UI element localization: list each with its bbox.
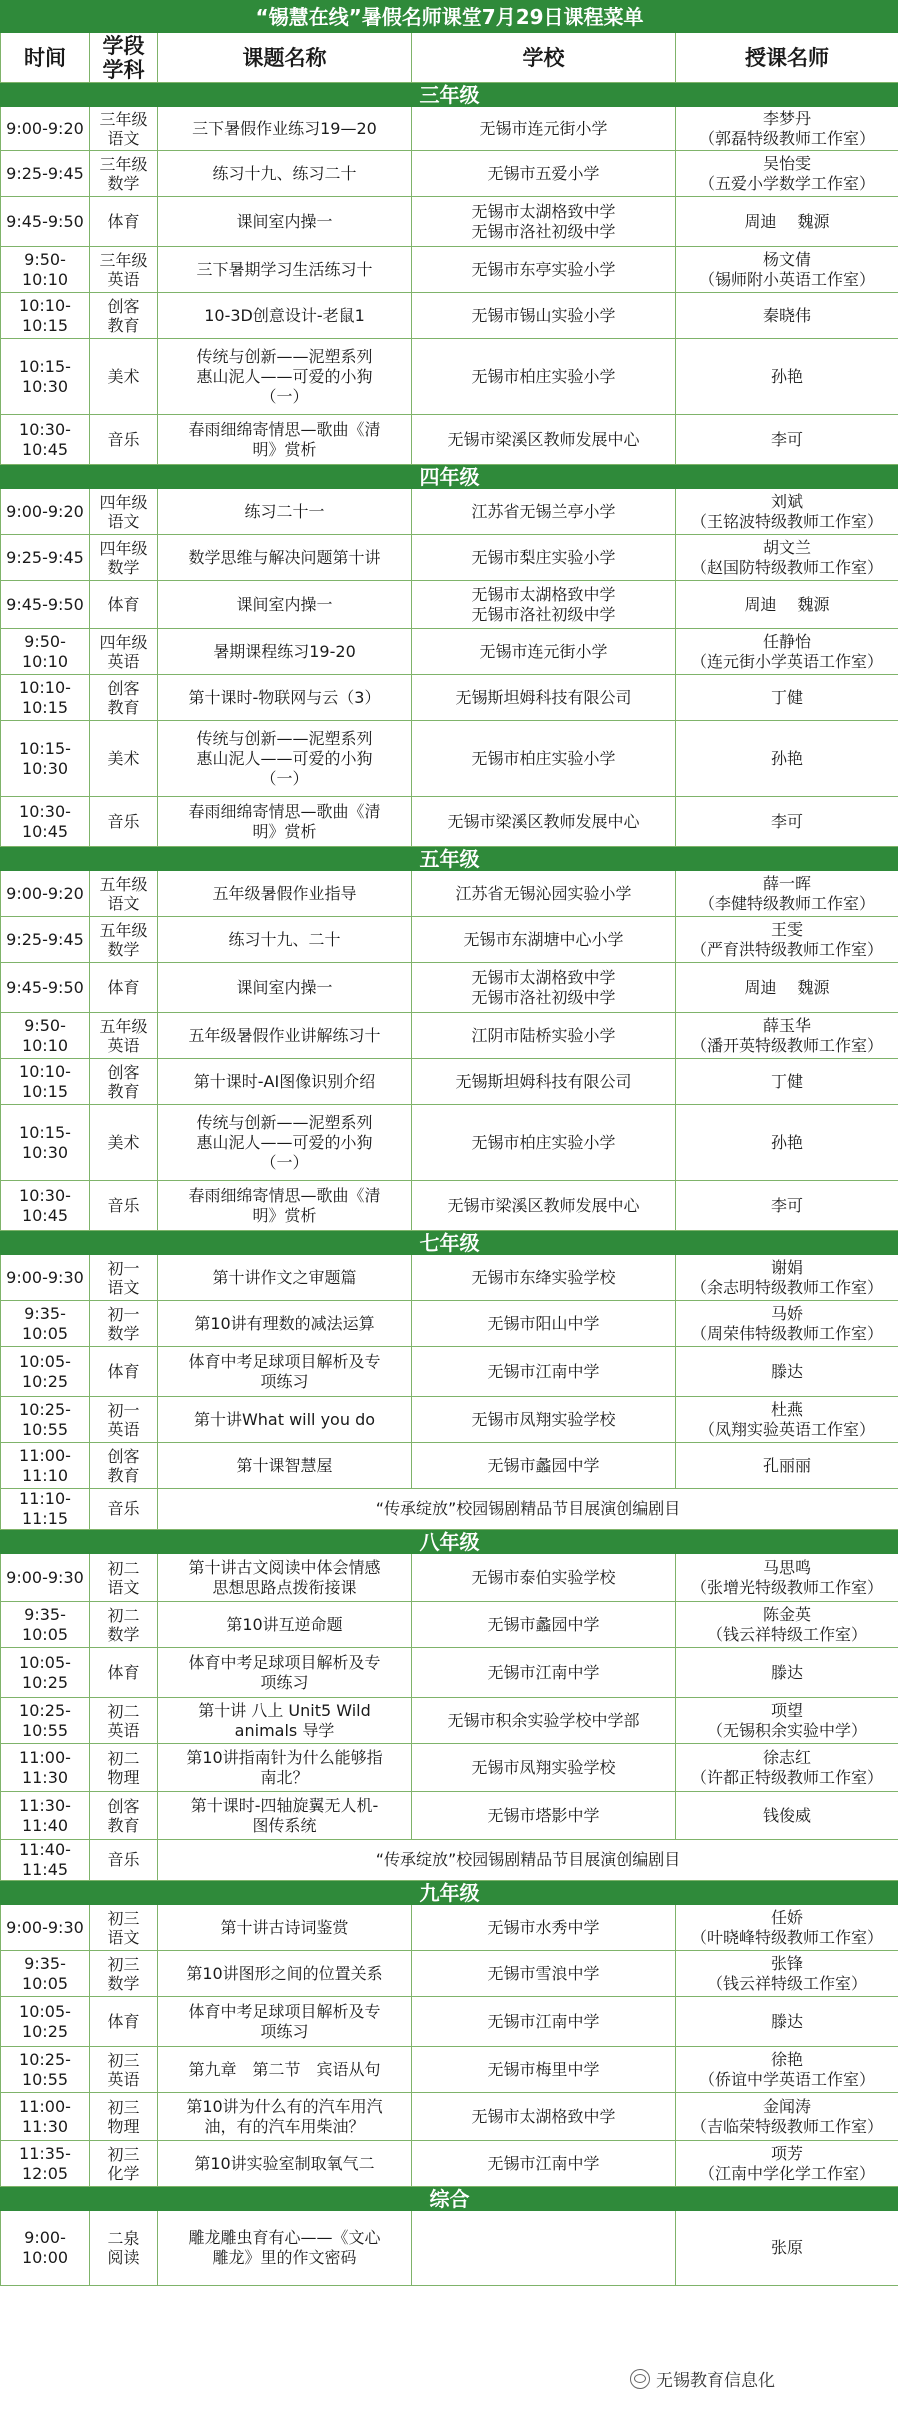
table-row xyxy=(1,1443,898,1489)
topic-cell: 第十课时-四轴旋翼无人机- 图传系统 xyxy=(158,1792,412,1840)
table-row xyxy=(1,1059,898,1105)
school-cell: 无锡市水秀中学 xyxy=(412,1905,676,1951)
table-row xyxy=(1,1181,898,1231)
subject-cell: 创客 教育 xyxy=(90,1059,158,1105)
school-cell: 江苏省无锡沁园实验小学 xyxy=(412,871,676,917)
time-cell: 11:00-11:30 xyxy=(1,2093,90,2141)
table-row xyxy=(1,1301,898,1347)
school-cell: 无锡市太湖格致中学 无锡市洛社初级中学 xyxy=(412,581,676,629)
section-title: 综合 xyxy=(1,2187,898,2211)
table-row xyxy=(1,871,898,917)
teacher-cell: 任娇 （叶晓峰特级教师工作室） xyxy=(676,1905,898,1951)
teacher-cell: 孙艳 xyxy=(676,721,898,797)
time-cell: 10:10-10:15 xyxy=(1,675,90,721)
school-cell: 无锡市东亭实验小学 xyxy=(412,247,676,293)
subject-cell: 四年级 语文 xyxy=(90,489,158,535)
teacher-cell: 马娇 （周荣伟特级教师工作室） xyxy=(676,1301,898,1347)
subject-cell: 四年级 数学 xyxy=(90,535,158,581)
topic-cell: 第10讲指南针为什么能够指 南北？ xyxy=(158,1744,412,1792)
topic-cell: 课间室内操一 xyxy=(158,197,412,247)
topic-cell: 传统与创新——泥塑系列 惠山泥人——可爱的小狗 （一） xyxy=(158,1105,412,1181)
topic-cell: 第十课时-物联网与云（3） xyxy=(158,675,412,721)
section-title: 五年级 xyxy=(1,847,898,871)
school-cell: 无锡市凤翔实验学校 xyxy=(412,1744,676,1792)
topic-cell: 春雨细绵寄情思—歌曲《清 明》赏析 xyxy=(158,415,412,465)
column-header: 授课名师 xyxy=(676,33,898,83)
time-cell: 9:50-10:10 xyxy=(1,247,90,293)
teacher-cell: 周迪 魏源 xyxy=(676,963,898,1013)
header-row xyxy=(1,33,898,83)
time-cell: 9:50-10:10 xyxy=(1,629,90,675)
subject-cell: 初二 语文 xyxy=(90,1554,158,1602)
subject-cell: 初二 数学 xyxy=(90,1602,158,1648)
table-row xyxy=(1,721,898,797)
teacher-cell: 胡文兰 （赵国防特级教师工作室） xyxy=(676,535,898,581)
school-cell: 无锡市凤翔实验学校 xyxy=(412,1397,676,1443)
school-cell: 无锡市太湖格致中学 xyxy=(412,2093,676,2141)
teacher-cell: 钱俊威 xyxy=(676,1792,898,1840)
subject-cell: 三年级 语文 xyxy=(90,107,158,151)
table-row xyxy=(1,1013,898,1059)
time-cell: 10:05-10:25 xyxy=(1,1648,90,1698)
table-row xyxy=(1,339,898,415)
time-cell: 10:10-10:15 xyxy=(1,293,90,339)
time-cell: 9:50-10:10 xyxy=(1,1013,90,1059)
table-row xyxy=(1,151,898,197)
time-cell: 10:15-10:30 xyxy=(1,339,90,415)
school-cell: 无锡市江南中学 xyxy=(412,1648,676,1698)
table-row xyxy=(1,2141,898,2187)
school-cell: 无锡斯坦姆科技有限公司 xyxy=(412,675,676,721)
time-cell: 10:25-10:55 xyxy=(1,1397,90,1443)
topic-cell: 数学思维与解决问题第十讲 xyxy=(158,535,412,581)
topic-cell: 第10讲有理数的减法运算 xyxy=(158,1301,412,1347)
table-row xyxy=(1,1347,898,1397)
wechat-icon xyxy=(630,2369,650,2389)
time-cell: 9:45-9:50 xyxy=(1,963,90,1013)
program-note: “传承绽放”校园锡剧精品节目展演创编剧目 xyxy=(158,1840,898,1881)
topic-cell: 第十讲作文之审题篇 xyxy=(158,1255,412,1301)
subject-cell: 初三 化学 xyxy=(90,2141,158,2187)
topic-cell: 体育中考足球项目解析及专 项练习 xyxy=(158,1648,412,1698)
subject-cell: 体育 xyxy=(90,197,158,247)
section-header xyxy=(1,1231,898,1255)
topic-cell: 三下暑假作业练习19—20 xyxy=(158,107,412,151)
teacher-cell: 滕达 xyxy=(676,1347,898,1397)
school-cell: 无锡市蠡园中学 xyxy=(412,1602,676,1648)
subject-cell: 初三 英语 xyxy=(90,2047,158,2093)
subject-cell: 美术 xyxy=(90,339,158,415)
topic-cell: 课间室内操一 xyxy=(158,581,412,629)
school-cell: 无锡市江南中学 xyxy=(412,2141,676,2187)
table-row xyxy=(1,1905,898,1951)
teacher-cell: 张锋 （钱云祥特级工作室） xyxy=(676,1951,898,1997)
table-row xyxy=(1,1744,898,1792)
teacher-cell: 丁健 xyxy=(676,675,898,721)
teacher-cell: 周迪 魏源 xyxy=(676,197,898,247)
school-cell: 江苏省无锡兰亭小学 xyxy=(412,489,676,535)
topic-cell: 五年级暑假作业讲解练习十 xyxy=(158,1013,412,1059)
subject-cell: 体育 xyxy=(90,1648,158,1698)
school-cell: 无锡市梁溪区教师发展中心 xyxy=(412,1181,676,1231)
subject-cell: 音乐 xyxy=(90,1489,158,1530)
column-header: 时间 xyxy=(1,33,90,83)
section-title: 九年级 xyxy=(1,1881,898,1905)
time-cell: 9:35-10:05 xyxy=(1,1602,90,1648)
school-cell: 无锡市积余实验学校中学部 xyxy=(412,1698,676,1744)
program-note: “传承绽放”校园锡剧精品节目展演创编剧目 xyxy=(158,1489,898,1530)
table-row xyxy=(1,415,898,465)
subject-cell: 五年级 语文 xyxy=(90,871,158,917)
subject-cell: 美术 xyxy=(90,721,158,797)
table-row xyxy=(1,107,898,151)
topic-cell: 第十课时-AI图像识别介绍 xyxy=(158,1059,412,1105)
time-cell: 9:00-9:20 xyxy=(1,107,90,151)
teacher-cell: 张原 xyxy=(676,2211,898,2286)
topic-cell: 体育中考足球项目解析及专 项练习 xyxy=(158,1347,412,1397)
teacher-cell: 滕达 xyxy=(676,1648,898,1698)
section-title: 四年级 xyxy=(1,465,898,489)
topic-cell: 练习十九、二十 xyxy=(158,917,412,963)
topic-cell: 暑期课程练习19-20 xyxy=(158,629,412,675)
school-cell: 无锡市蠡园中学 xyxy=(412,1443,676,1489)
section-header xyxy=(1,1881,898,1905)
time-cell: 10:15-10:30 xyxy=(1,1105,90,1181)
subject-cell: 音乐 xyxy=(90,415,158,465)
time-cell: 11:35-12:05 xyxy=(1,2141,90,2187)
teacher-cell: 秦晓伟 xyxy=(676,293,898,339)
section-header xyxy=(1,1530,898,1554)
subject-cell: 初一 语文 xyxy=(90,1255,158,1301)
table-row xyxy=(1,2093,898,2141)
subject-cell: 创客 教育 xyxy=(90,675,158,721)
column-header: 学校 xyxy=(412,33,676,83)
time-cell: 10:15-10:30 xyxy=(1,721,90,797)
table-row xyxy=(1,917,898,963)
teacher-cell: 徐志红 （许都正特级教师工作室） xyxy=(676,1744,898,1792)
school-cell: 无锡市塔影中学 xyxy=(412,1792,676,1840)
topic-cell: 传统与创新——泥塑系列 惠山泥人——可爱的小狗 （一） xyxy=(158,339,412,415)
time-cell: 10:10-10:15 xyxy=(1,1059,90,1105)
subject-cell: 初三 数学 xyxy=(90,1951,158,1997)
teacher-cell: 李可 xyxy=(676,415,898,465)
table-row xyxy=(1,197,898,247)
school-cell: 无锡市阳山中学 xyxy=(412,1301,676,1347)
subject-cell: 五年级 英语 xyxy=(90,1013,158,1059)
time-cell: 10:30-10:45 xyxy=(1,415,90,465)
teacher-cell: 谢娟 （余志明特级教师工作室） xyxy=(676,1255,898,1301)
subject-cell: 初二 英语 xyxy=(90,1698,158,1744)
topic-cell: 第10讲互逆命题 xyxy=(158,1602,412,1648)
subject-cell: 初三 语文 xyxy=(90,1905,158,1951)
subject-cell: 体育 xyxy=(90,581,158,629)
time-cell: 9:00-9:20 xyxy=(1,489,90,535)
subject-cell: 二泉 阅读 xyxy=(90,2211,158,2286)
time-cell: 9:25-9:45 xyxy=(1,151,90,197)
time-cell: 11:00-11:30 xyxy=(1,1744,90,1792)
subject-cell: 音乐 xyxy=(90,797,158,847)
table-row xyxy=(1,1951,898,1997)
teacher-cell: 杜燕 （凤翔实验英语工作室） xyxy=(676,1397,898,1443)
topic-cell: 三下暑期学习生活练习十 xyxy=(158,247,412,293)
table-row xyxy=(1,489,898,535)
subject-cell: 初二 物理 xyxy=(90,1744,158,1792)
topic-cell: 第10讲实验室制取氧气二 xyxy=(158,2141,412,2187)
school-cell: 无锡市连元街小学 xyxy=(412,107,676,151)
teacher-cell: 李可 xyxy=(676,797,898,847)
topic-cell: 第十课智慧屋 xyxy=(158,1443,412,1489)
teacher-cell: 项望 （无锡积余实验中学） xyxy=(676,1698,898,1744)
watermark-text: 无锡教育信息化 xyxy=(656,2371,775,2391)
section-header xyxy=(1,83,898,107)
table-row xyxy=(1,1698,898,1744)
subject-cell: 创客 教育 xyxy=(90,293,158,339)
table-row xyxy=(1,797,898,847)
section-header xyxy=(1,465,898,489)
school-cell: 无锡市五爱小学 xyxy=(412,151,676,197)
teacher-cell: 薛一晖 （李健特级教师工作室） xyxy=(676,871,898,917)
time-cell: 9:45-9:50 xyxy=(1,581,90,629)
time-cell: 9:45-9:50 xyxy=(1,197,90,247)
teacher-cell: 薛玉华 （潘开英特级教师工作室） xyxy=(676,1013,898,1059)
time-cell: 9:00-9:30 xyxy=(1,1554,90,1602)
teacher-cell: 滕达 xyxy=(676,1997,898,2047)
topic-cell: 第十讲 八上 Unit5 Wild animals 导学 xyxy=(158,1698,412,1744)
teacher-cell: 孙艳 xyxy=(676,339,898,415)
time-cell: 9:00-9:30 xyxy=(1,1255,90,1301)
time-cell: 9:00-10:00 xyxy=(1,2211,90,2286)
school-cell: 无锡斯坦姆科技有限公司 xyxy=(412,1059,676,1105)
table-row xyxy=(1,1997,898,2047)
teacher-cell: 李梦丹 （郭磊特级教师工作室） xyxy=(676,107,898,151)
teacher-cell: 杨文倩 （锡师附小英语工作室） xyxy=(676,247,898,293)
table-row xyxy=(1,535,898,581)
subject-cell: 音乐 xyxy=(90,1840,158,1881)
topic-cell: 第10讲为什么有的汽车用汽 油，有的汽车用柴油？ xyxy=(158,2093,412,2141)
time-cell: 10:05-10:25 xyxy=(1,1347,90,1397)
subject-cell: 体育 xyxy=(90,1997,158,2047)
teacher-cell: 李可 xyxy=(676,1181,898,1231)
teacher-cell: 金闻涛 （吉临荣特级教师工作室） xyxy=(676,2093,898,2141)
time-cell: 11:30-11:40 xyxy=(1,1792,90,1840)
section-header xyxy=(1,2187,898,2211)
teacher-cell: 王雯 （严育洪特级教师工作室） xyxy=(676,917,898,963)
table-row xyxy=(1,581,898,629)
topic-cell: 体育中考足球项目解析及专 项练习 xyxy=(158,1997,412,2047)
school-cell: 无锡市太湖格致中学 无锡市洛社初级中学 xyxy=(412,197,676,247)
teacher-cell: 马思鸣 （张增光特级教师工作室） xyxy=(676,1554,898,1602)
table-row xyxy=(1,1840,898,1881)
topic-cell: 第十讲古诗词鉴赏 xyxy=(158,1905,412,1951)
teacher-cell: 孔丽丽 xyxy=(676,1443,898,1489)
teacher-cell: 刘斌 （王铭波特级教师工作室） xyxy=(676,489,898,535)
subject-cell: 体育 xyxy=(90,963,158,1013)
subject-cell: 创客 教育 xyxy=(90,1443,158,1489)
school-cell: 无锡市柏庄实验小学 xyxy=(412,339,676,415)
school-cell: 无锡市梅里中学 xyxy=(412,2047,676,2093)
teacher-cell: 任静怡 （连元街小学英语工作室） xyxy=(676,629,898,675)
table-row xyxy=(1,1602,898,1648)
school-cell: 无锡市太湖格致中学 无锡市洛社初级中学 xyxy=(412,963,676,1013)
topic-cell: 练习二十一 xyxy=(158,489,412,535)
table-row xyxy=(1,1105,898,1181)
time-cell: 11:00-11:10 xyxy=(1,1443,90,1489)
section-title: 三年级 xyxy=(1,83,898,107)
school-cell: 无锡市东湖塘中心小学 xyxy=(412,917,676,963)
topic-cell: 雕龙雕虫育有心——《文心 雕龙》里的作文密码 xyxy=(158,2211,412,2286)
teacher-cell: 项芳 （江南中学化学工作室） xyxy=(676,2141,898,2187)
table-row xyxy=(1,1255,898,1301)
time-cell: 9:35-10:05 xyxy=(1,1951,90,1997)
school-cell: 无锡市梁溪区教师发展中心 xyxy=(412,415,676,465)
section-header xyxy=(1,847,898,871)
subject-cell: 体育 xyxy=(90,1347,158,1397)
time-cell: 10:25-10:55 xyxy=(1,1698,90,1744)
time-cell: 9:00-9:20 xyxy=(1,871,90,917)
time-cell: 9:35-10:05 xyxy=(1,1301,90,1347)
topic-cell: 五年级暑假作业指导 xyxy=(158,871,412,917)
page-title: “锡慧在线”暑假名师课堂7月29日课程菜单 xyxy=(1,1,898,33)
time-cell: 9:00-9:30 xyxy=(1,1905,90,1951)
time-cell: 9:25-9:45 xyxy=(1,535,90,581)
school-cell: 无锡市江南中学 xyxy=(412,1997,676,2047)
topic-cell: 课间室内操一 xyxy=(158,963,412,1013)
title-row xyxy=(1,1,898,33)
subject-cell: 初一 英语 xyxy=(90,1397,158,1443)
table-row xyxy=(1,247,898,293)
school-cell: 江阴市陆桥实验小学 xyxy=(412,1013,676,1059)
subject-cell: 五年级 数学 xyxy=(90,917,158,963)
time-cell: 10:30-10:45 xyxy=(1,1181,90,1231)
teacher-cell: 周迪 魏源 xyxy=(676,581,898,629)
table-row xyxy=(1,1554,898,1602)
table-row xyxy=(1,1792,898,1840)
school-cell: 无锡市梁溪区教师发展中心 xyxy=(412,797,676,847)
time-cell: 10:05-10:25 xyxy=(1,1997,90,2047)
subject-cell: 音乐 xyxy=(90,1181,158,1231)
time-cell: 11:10-11:15 xyxy=(1,1489,90,1530)
subject-cell: 创客 教育 xyxy=(90,1792,158,1840)
topic-cell: 练习十九、练习二十 xyxy=(158,151,412,197)
teacher-cell: 丁健 xyxy=(676,1059,898,1105)
subject-cell: 四年级 英语 xyxy=(90,629,158,675)
school-cell: 无锡市锡山实验小学 xyxy=(412,293,676,339)
topic-cell: 传统与创新——泥塑系列 惠山泥人——可爱的小狗 （一） xyxy=(158,721,412,797)
table-row xyxy=(1,1648,898,1698)
teacher-cell: 孙艳 xyxy=(676,1105,898,1181)
table-row xyxy=(1,2047,898,2093)
table-row xyxy=(1,1397,898,1443)
topic-cell: 春雨细绵寄情思—歌曲《清 明》赏析 xyxy=(158,1181,412,1231)
subject-cell: 三年级 数学 xyxy=(90,151,158,197)
table-row xyxy=(1,629,898,675)
teacher-cell: 徐艳 （侨谊中学英语工作室） xyxy=(676,2047,898,2093)
table-row xyxy=(1,963,898,1013)
subject-cell: 三年级 英语 xyxy=(90,247,158,293)
column-header: 学段 学科 xyxy=(90,33,158,83)
topic-cell: 第10讲图形之间的位置关系 xyxy=(158,1951,412,1997)
time-cell: 10:25-10:55 xyxy=(1,2047,90,2093)
watermark xyxy=(630,2366,775,2391)
column-header: 课题名称 xyxy=(158,33,412,83)
table-row xyxy=(1,1489,898,1530)
school-cell xyxy=(412,2211,676,2286)
teacher-cell: 吴怡雯 （五爱小学数学工作室） xyxy=(676,151,898,197)
topic-cell: 春雨细绵寄情思—歌曲《清 明》赏析 xyxy=(158,797,412,847)
table-row xyxy=(1,293,898,339)
topic-cell: 第十讲古文阅读中体会情感 思想思路点拨衔接课 xyxy=(158,1554,412,1602)
teacher-cell: 陈金英 （钱云祥特级工作室） xyxy=(676,1602,898,1648)
table-row xyxy=(1,675,898,721)
time-cell: 11:40-11:45 xyxy=(1,1840,90,1881)
school-cell: 无锡市东绛实验学校 xyxy=(412,1255,676,1301)
topic-cell: 10-3D创意设计-老鼠1 xyxy=(158,293,412,339)
time-cell: 10:30-10:45 xyxy=(1,797,90,847)
time-cell: 9:25-9:45 xyxy=(1,917,90,963)
school-cell: 无锡市柏庄实验小学 xyxy=(412,721,676,797)
school-cell: 无锡市柏庄实验小学 xyxy=(412,1105,676,1181)
school-cell: 无锡市梨庄实验小学 xyxy=(412,535,676,581)
subject-cell: 初三 物理 xyxy=(90,2093,158,2141)
section-title: 七年级 xyxy=(1,1231,898,1255)
school-cell: 无锡市连元街小学 xyxy=(412,629,676,675)
section-title: 八年级 xyxy=(1,1530,898,1554)
school-cell: 无锡市泰伯实验学校 xyxy=(412,1554,676,1602)
subject-cell: 初一 数学 xyxy=(90,1301,158,1347)
school-cell: 无锡市江南中学 xyxy=(412,1347,676,1397)
school-cell: 无锡市雪浪中学 xyxy=(412,1951,676,1997)
table-row xyxy=(1,2211,898,2286)
topic-cell: 第十讲What will you do xyxy=(158,1397,412,1443)
subject-cell: 美术 xyxy=(90,1105,158,1181)
topic-cell: 第九章 第二节 宾语从句 xyxy=(158,2047,412,2093)
